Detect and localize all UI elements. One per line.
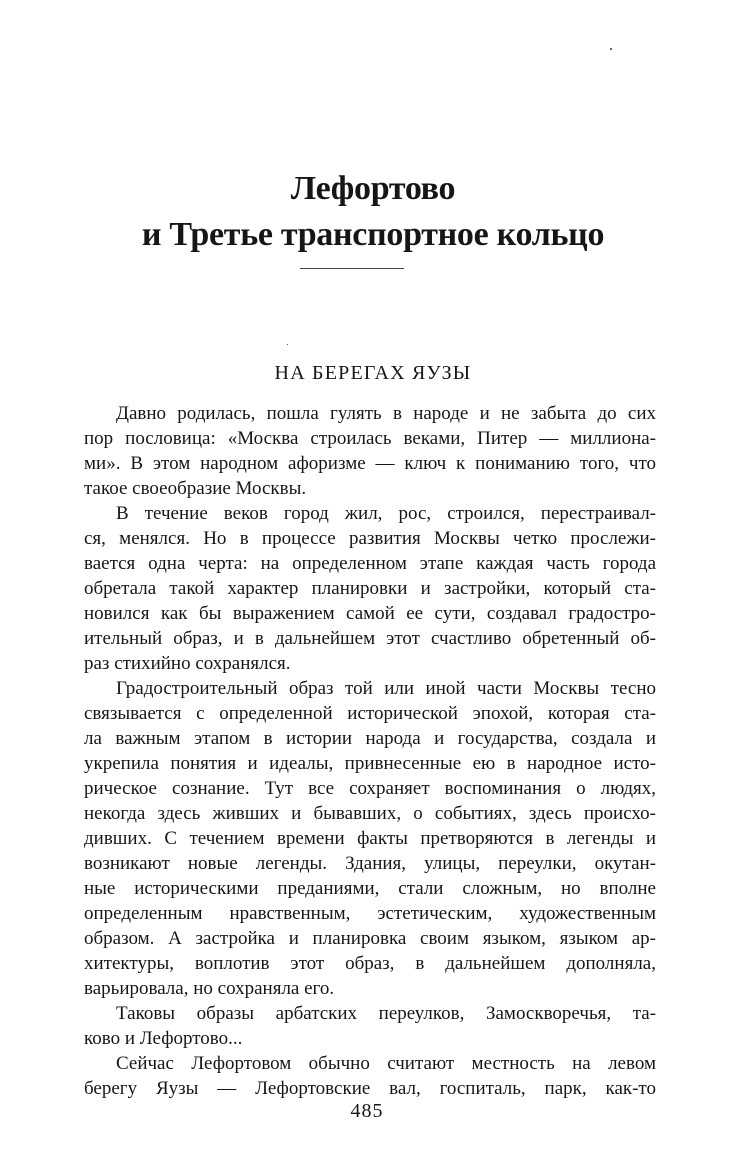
text-line: вается одна черта: на определенном этапе каждая часть города (84, 553, 656, 574)
text-line: берегу Яузы — Лефортовские вал, госпиталь, парк, как-то (84, 1078, 656, 1099)
text-line: определенным нравственным, эстетическим, художественным (84, 903, 656, 924)
text-line: новился как бы выражением самой ее сути, создавал градостро- (84, 603, 656, 624)
text-line: В течение веков город жил, рос, строился, перестраивал- (116, 503, 656, 524)
chapter-title-line-2: и Третье транспортное кольцо (141, 216, 605, 253)
text-line: варьировала, но сохраняла его. (84, 978, 335, 999)
text-line: Таковы образы арбатских переулков, Замоскворечья, та- (116, 1003, 656, 1024)
text-line: ительный образ, и в дальнейшем этот счастливо обретенный об- (84, 628, 656, 649)
text-line: ково и Лефортово... (84, 1028, 243, 1049)
text-line: ся, менялся. Но в процессе развития Москвы четко прослежи- (84, 528, 656, 549)
text-line: Сейчас Лефортовом обычно считают местность на левом (116, 1053, 656, 1074)
text-line: Давно родилась, пошла гулять в народе и не забыта до сих (116, 403, 656, 424)
scan-speck (610, 48, 612, 50)
text-line: Градостроительный образ той или иной части Москвы тесно (116, 678, 656, 699)
text-line: дивших. С течением времени факты претворяются в легенды и (84, 828, 656, 849)
section-heading: НА БЕРЕГАХ ЯУЗЫ (274, 362, 472, 384)
body-text (84, 401, 656, 1101)
text-line: связывается с определенной исторической эпохой, которая ста- (84, 703, 656, 724)
text-line: ми». В этом народном афоризме — ключ к пониманию того, что (84, 453, 656, 474)
text-line: обретала такой характер планировки и застройки, который ста- (84, 578, 656, 599)
text-line: ла важным этапом в истории народа и государства, создала и (84, 728, 656, 749)
page-number: 485 (350, 1100, 384, 1122)
text-line: пор пословица: «Москва строилась веками, Питер — миллиона- (84, 428, 656, 449)
text-line: раз стихийно сохранялся. (84, 653, 291, 674)
scan-speck (287, 344, 288, 345)
text-line: хитектуры, воплотив этот образ, в дальнейшем дополняла, (84, 953, 656, 974)
title-divider (300, 268, 404, 269)
chapter-title-line-1: Лефортово (290, 170, 456, 207)
text-line: укрепила понятия и идеалы, привнесенные ею в народное исто- (84, 753, 656, 774)
chapter-title (60, 166, 686, 258)
text-line: ные историческими преданиями, стали сложным, но вполне (84, 878, 656, 899)
text-line: рическое сознание. Тут все сохраняет воспоминания о людях, (84, 778, 656, 799)
text-line: такое своеобразие Москвы. (84, 478, 307, 499)
text-line: некогда здесь живших и бывавших, о событиях, здесь происхо- (84, 803, 656, 824)
text-line: образом. А застройка и планировка своим языком, языком ар- (84, 928, 656, 949)
text-line: возникают новые легенды. Здания, улицы, переулки, окутан- (84, 853, 656, 874)
